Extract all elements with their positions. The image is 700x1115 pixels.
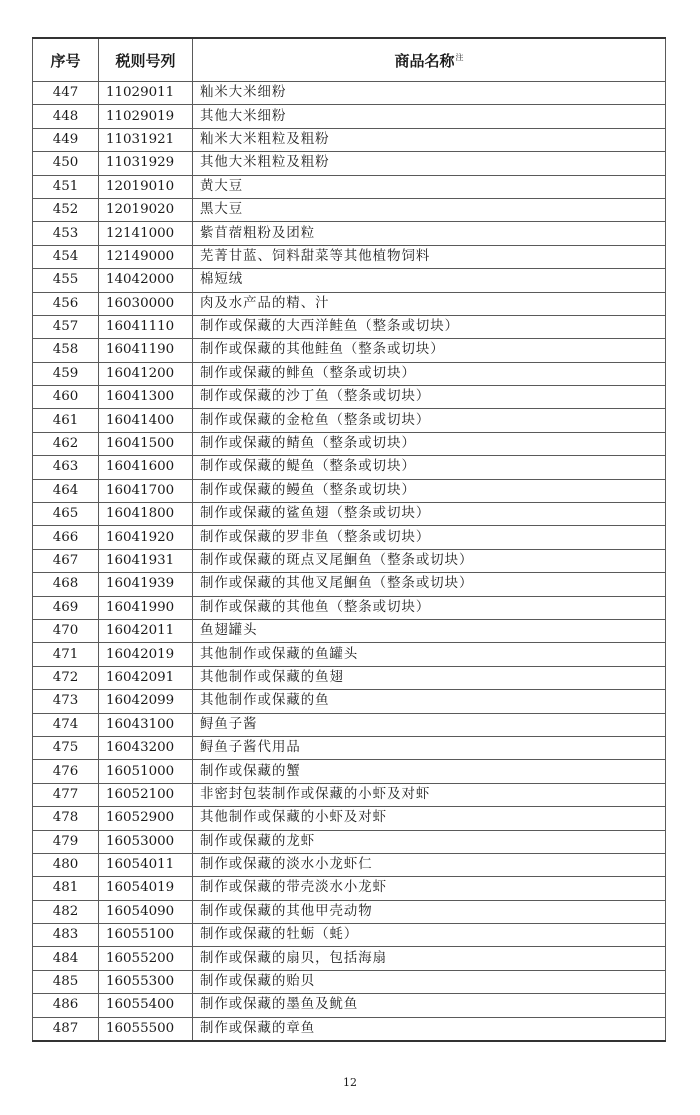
product-name-cell: 制作或保藏的其他鲑鱼（整条或切块） — [193, 339, 666, 362]
header-code: 税则号列 — [99, 38, 193, 82]
seq-cell: 459 — [33, 362, 99, 385]
tariff-code-cell: 16041700 — [99, 479, 193, 502]
seq-cell: 451 — [33, 175, 99, 198]
table-row — [33, 713, 666, 736]
product-name-cell: 紫苜蓿粗粉及团粒 — [193, 222, 666, 245]
product-name-cell: 其他制作或保藏的鱼罐头 — [193, 643, 666, 666]
seq-cell: 447 — [33, 82, 99, 105]
seq-cell: 469 — [33, 596, 99, 619]
seq-cell: 466 — [33, 526, 99, 549]
tariff-code-cell: 16055500 — [99, 1017, 193, 1041]
tariff-code-cell: 16042091 — [99, 666, 193, 689]
product-name-cell: 芜菁甘蓝、饲料甜菜等其他植物饲料 — [193, 245, 666, 268]
tariff-code-cell: 16043200 — [99, 736, 193, 759]
tariff-code-cell: 16041800 — [99, 503, 193, 526]
seq-cell: 486 — [33, 994, 99, 1017]
product-name-cell: 鲟鱼子酱 — [193, 713, 666, 736]
table-row — [33, 339, 666, 362]
table-row — [33, 292, 666, 315]
seq-cell: 478 — [33, 807, 99, 830]
tariff-code-cell: 12019020 — [99, 198, 193, 221]
seq-cell: 461 — [33, 409, 99, 432]
product-name-cell: 制作或保藏的章鱼 — [193, 1017, 666, 1041]
table-row — [33, 830, 666, 853]
tariff-code-cell: 16041110 — [99, 315, 193, 338]
table-row — [33, 783, 666, 806]
seq-cell: 462 — [33, 432, 99, 455]
table-row — [33, 315, 666, 338]
table-row — [33, 924, 666, 947]
table-row — [33, 947, 666, 970]
table-row — [33, 736, 666, 759]
table-row — [33, 573, 666, 596]
tariff-code-cell: 16053000 — [99, 830, 193, 853]
seq-cell: 465 — [33, 503, 99, 526]
tariff-code-cell: 11029011 — [99, 82, 193, 105]
product-name-cell: 黄大豆 — [193, 175, 666, 198]
table-row — [33, 666, 666, 689]
tariff-code-cell: 16043100 — [99, 713, 193, 736]
seq-cell: 485 — [33, 970, 99, 993]
seq-cell: 482 — [33, 900, 99, 923]
product-name-cell: 黑大豆 — [193, 198, 666, 221]
seq-cell: 474 — [33, 713, 99, 736]
seq-cell: 473 — [33, 690, 99, 713]
product-name-cell: 制作或保藏的带壳淡水小龙虾 — [193, 877, 666, 900]
product-name-cell: 制作或保藏的墨鱼及鱿鱼 — [193, 994, 666, 1017]
seq-cell: 479 — [33, 830, 99, 853]
table-row — [33, 128, 666, 151]
tariff-code-cell: 16055400 — [99, 994, 193, 1017]
table-row — [33, 386, 666, 409]
seq-cell: 460 — [33, 386, 99, 409]
table-row — [33, 269, 666, 292]
tariff-code-cell: 16055200 — [99, 947, 193, 970]
table-row — [33, 245, 666, 268]
table-row — [33, 105, 666, 128]
seq-cell: 476 — [33, 760, 99, 783]
product-name-cell: 鱼翅罐头 — [193, 619, 666, 642]
product-name-cell: 制作或保藏的罗非鱼（整条或切块） — [193, 526, 666, 549]
product-name-cell: 非密封包装制作或保藏的小虾及对虾 — [193, 783, 666, 806]
seq-cell: 483 — [33, 924, 99, 947]
tariff-code-cell: 16041920 — [99, 526, 193, 549]
seq-cell: 470 — [33, 619, 99, 642]
product-name-cell: 制作或保藏的鲭鱼（整条或切块） — [193, 432, 666, 455]
tariff-code-cell: 16051000 — [99, 760, 193, 783]
tariff-code-cell: 16041939 — [99, 573, 193, 596]
tariff-code-cell: 16041300 — [99, 386, 193, 409]
tariff-code-cell: 16030000 — [99, 292, 193, 315]
seq-cell: 464 — [33, 479, 99, 502]
table-row — [33, 900, 666, 923]
seq-cell: 450 — [33, 152, 99, 175]
product-name-cell: 制作或保藏的其他甲壳动物 — [193, 900, 666, 923]
tariff-code-cell: 16041600 — [99, 456, 193, 479]
table-row — [33, 596, 666, 619]
header-row — [33, 38, 666, 82]
seq-cell: 480 — [33, 853, 99, 876]
seq-cell: 477 — [33, 783, 99, 806]
product-name-cell: 制作或保藏的贻贝 — [193, 970, 666, 993]
product-name-cell: 制作或保藏的淡水小龙虾仁 — [193, 853, 666, 876]
product-name-cell: 其他大米粗粒及粗粉 — [193, 152, 666, 175]
product-name-cell: 制作或保藏的蟹 — [193, 760, 666, 783]
header-seq: 序号 — [33, 38, 99, 82]
table-body — [33, 82, 666, 1042]
header-name — [193, 38, 666, 82]
tariff-code-cell: 16055300 — [99, 970, 193, 993]
tariff-code-cell: 16041500 — [99, 432, 193, 455]
product-name-cell: 制作或保藏的其他叉尾鮰鱼（整条或切块） — [193, 573, 666, 596]
header-name-label: 商品名称 — [394, 51, 455, 70]
product-name-cell: 籼米大米细粉 — [193, 82, 666, 105]
product-name-cell: 制作或保藏的鲨鱼翅（整条或切块） — [193, 503, 666, 526]
tariff-code-cell: 12141000 — [99, 222, 193, 245]
seq-cell: 455 — [33, 269, 99, 292]
product-name-cell: 其他制作或保藏的鱼 — [193, 690, 666, 713]
table-row — [33, 970, 666, 993]
table-row — [33, 362, 666, 385]
table-row — [33, 198, 666, 221]
table-row — [33, 526, 666, 549]
tariff-code-cell: 16042011 — [99, 619, 193, 642]
tariff-code-cell: 16042099 — [99, 690, 193, 713]
product-name-cell: 棉短绒 — [193, 269, 666, 292]
seq-cell: 481 — [33, 877, 99, 900]
seq-cell: 475 — [33, 736, 99, 759]
table-row — [33, 643, 666, 666]
table-row — [33, 1017, 666, 1041]
tariff-code-cell: 16052900 — [99, 807, 193, 830]
table-row — [33, 994, 666, 1017]
tariff-code-cell: 11031921 — [99, 128, 193, 151]
product-name-cell: 其他制作或保藏的鱼翅 — [193, 666, 666, 689]
product-name-cell: 制作或保藏的其他鱼（整条或切块） — [193, 596, 666, 619]
seq-cell: 457 — [33, 315, 99, 338]
table-row — [33, 760, 666, 783]
tariff-code-cell: 16041990 — [99, 596, 193, 619]
product-name-cell: 制作或保藏的牡蛎（蚝） — [193, 924, 666, 947]
seq-cell: 454 — [33, 245, 99, 268]
seq-cell: 468 — [33, 573, 99, 596]
product-name-cell: 制作或保藏的斑点叉尾鮰鱼（整条或切块） — [193, 549, 666, 572]
table-row — [33, 409, 666, 432]
table-row — [33, 456, 666, 479]
tariff-code-cell: 12149000 — [99, 245, 193, 268]
tariff-code-cell: 16054011 — [99, 853, 193, 876]
seq-cell: 487 — [33, 1017, 99, 1041]
tariff-code-cell: 16042019 — [99, 643, 193, 666]
tariff-code-cell: 12019010 — [99, 175, 193, 198]
seq-cell: 453 — [33, 222, 99, 245]
seq-cell: 458 — [33, 339, 99, 362]
seq-cell: 456 — [33, 292, 99, 315]
seq-cell: 467 — [33, 549, 99, 572]
product-name-cell: 制作或保藏的龙虾 — [193, 830, 666, 853]
product-name-cell: 制作或保藏的鳀鱼（整条或切块） — [193, 456, 666, 479]
seq-cell: 463 — [33, 456, 99, 479]
tariff-code-cell: 16041931 — [99, 549, 193, 572]
tariff-code-cell: 14042000 — [99, 269, 193, 292]
table-row — [33, 479, 666, 502]
table-row — [33, 222, 666, 245]
seq-cell: 471 — [33, 643, 99, 666]
tariff-code-cell: 16041400 — [99, 409, 193, 432]
seq-cell: 448 — [33, 105, 99, 128]
tariff-code-cell: 11029019 — [99, 105, 193, 128]
product-name-cell: 肉及水产品的精、汁 — [193, 292, 666, 315]
tariff-code-cell: 16041200 — [99, 362, 193, 385]
tariff-code-cell: 11031929 — [99, 152, 193, 175]
product-name-cell: 其他大米细粉 — [193, 105, 666, 128]
table-row — [33, 549, 666, 572]
seq-cell: 449 — [33, 128, 99, 151]
page-number: 12 — [343, 1076, 357, 1089]
table-row — [33, 807, 666, 830]
table-row — [33, 175, 666, 198]
product-name-cell: 其他制作或保藏的小虾及对虾 — [193, 807, 666, 830]
product-name-cell: 制作或保藏的扇贝，包括海扇 — [193, 947, 666, 970]
product-name-cell: 制作或保藏的大西洋鲑鱼（整条或切块） — [193, 315, 666, 338]
product-name-cell: 制作或保藏的鲱鱼（整条或切块） — [193, 362, 666, 385]
table-row — [33, 690, 666, 713]
table-row — [33, 877, 666, 900]
table-row — [33, 152, 666, 175]
table-row — [33, 853, 666, 876]
seq-cell: 484 — [33, 947, 99, 970]
product-name-cell: 制作或保藏的金枪鱼（整条或切块） — [193, 409, 666, 432]
tariff-code-cell: 16055100 — [99, 924, 193, 947]
tariff-code-cell: 16054019 — [99, 877, 193, 900]
product-name-cell: 鲟鱼子酱代用品 — [193, 736, 666, 759]
tariff-table-container — [32, 37, 665, 1042]
tariff-code-cell: 16041190 — [99, 339, 193, 362]
product-name-cell: 制作或保藏的鳗鱼（整条或切块） — [193, 479, 666, 502]
table-row — [33, 503, 666, 526]
seq-cell: 472 — [33, 666, 99, 689]
tariff-code-cell: 16054090 — [99, 900, 193, 923]
product-name-cell: 籼米大米粗粒及粗粉 — [193, 128, 666, 151]
table-row — [33, 432, 666, 455]
product-name-cell: 制作或保藏的沙丁鱼（整条或切块） — [193, 386, 666, 409]
table-row — [33, 82, 666, 105]
tariff-table — [32, 37, 666, 1042]
seq-cell: 452 — [33, 198, 99, 221]
header-name-note: 注 — [455, 52, 464, 62]
table-row — [33, 619, 666, 642]
tariff-code-cell: 16052100 — [99, 783, 193, 806]
table-header — [33, 38, 666, 82]
